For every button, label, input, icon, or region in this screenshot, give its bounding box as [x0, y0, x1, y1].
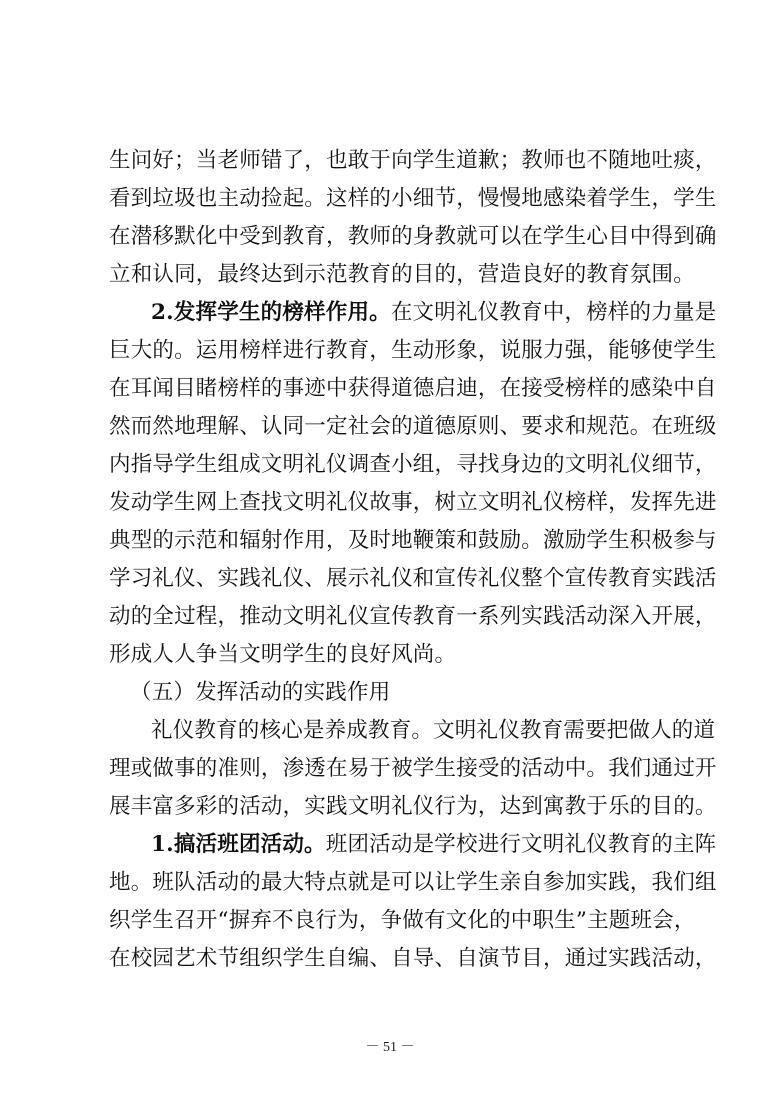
paragraph-first-line: 礼仪教育的核心是养成教育。文明礼仪教育需要把做人的道	[151, 718, 716, 743]
page-number: － 51 －	[365, 1040, 415, 1055]
subsection-heading: 2.发挥学生的榜样作用。	[151, 300, 391, 325]
paragraph-line: 看到垃圾也主动捡起。这样的小细节，慢慢地感染着学生，学生	[109, 186, 717, 211]
paragraph-line: 巨大的。运用榜样进行教育，生动形象，说服力强，能够使学生	[109, 338, 717, 363]
paragraph-line: 动的全过程，推动文明礼仪宣传教育一系列实践活动深入开展，	[109, 604, 717, 629]
paragraph-line: 织学生召开“摒弃不良行为，争做有文化的中职生”主题班会，	[109, 908, 696, 933]
paragraph-line: 在潜移默化中受到教育，教师的身教就可以在学生心目中得到确	[109, 224, 717, 249]
paragraph-line: 典型的示范和辐射作用，及时地鞭策和鼓励。激励学生积极参与	[109, 528, 717, 553]
paragraph-line: 展丰富多彩的活动，实践文明礼仪行为，达到寓教于乐的目的。	[109, 794, 717, 819]
paragraph-line: 发动学生网上查找文明礼仪故事，树立文明礼仪榜样，发挥先进	[109, 490, 717, 515]
paragraph-first-line	[151, 830, 717, 860]
paragraph-line: 在校园艺术节组织学生自编、自导、自演节目，通过实践活动，	[109, 946, 717, 971]
paragraph-line: 形成人人争当文明学生的良好风尚。	[109, 642, 457, 667]
paragraph-text: 在文明礼仪教育中，榜样的力量是	[390, 300, 717, 325]
paragraph-line: 地。班队活动的最大特点就是可以让学生亲自参加实践，我们组	[109, 870, 717, 895]
paragraph-text: 班团活动是学校进行文明礼仪教育的主阵	[325, 832, 717, 857]
subsection-heading: 1.搞活班团活动。	[151, 832, 326, 857]
paragraph-line: 立和认同，最终达到示范教育的目的，营造良好的教育氛围。	[109, 262, 695, 287]
paragraph-first-line	[151, 298, 717, 328]
section-heading: （五）发挥活动的实践作用	[130, 680, 391, 705]
paragraph-line: 内指导学生组成文明礼仪调查小组，寻找身边的文明礼仪细节，	[109, 452, 717, 477]
paragraph-line: 学习礼仪、实践礼仪、展示礼仪和宣传礼仪整个宣传教育实践活	[109, 566, 717, 591]
paragraph-line: 理或做事的准则，渗透在易于被学生接受的活动中。我们通过开	[109, 756, 717, 781]
paragraph-line: 生问好；当老师错了，也敢于向学生道歉；教师也不随地吐痰，	[109, 148, 717, 173]
paragraph-line: 在耳闻目睹榜样的事迹中获得道德启迪，在接受榜样的感染中自	[109, 376, 717, 401]
paragraph-line: 然而然地理解、认同一定社会的道德原则、要求和规范。在班级	[109, 414, 717, 439]
